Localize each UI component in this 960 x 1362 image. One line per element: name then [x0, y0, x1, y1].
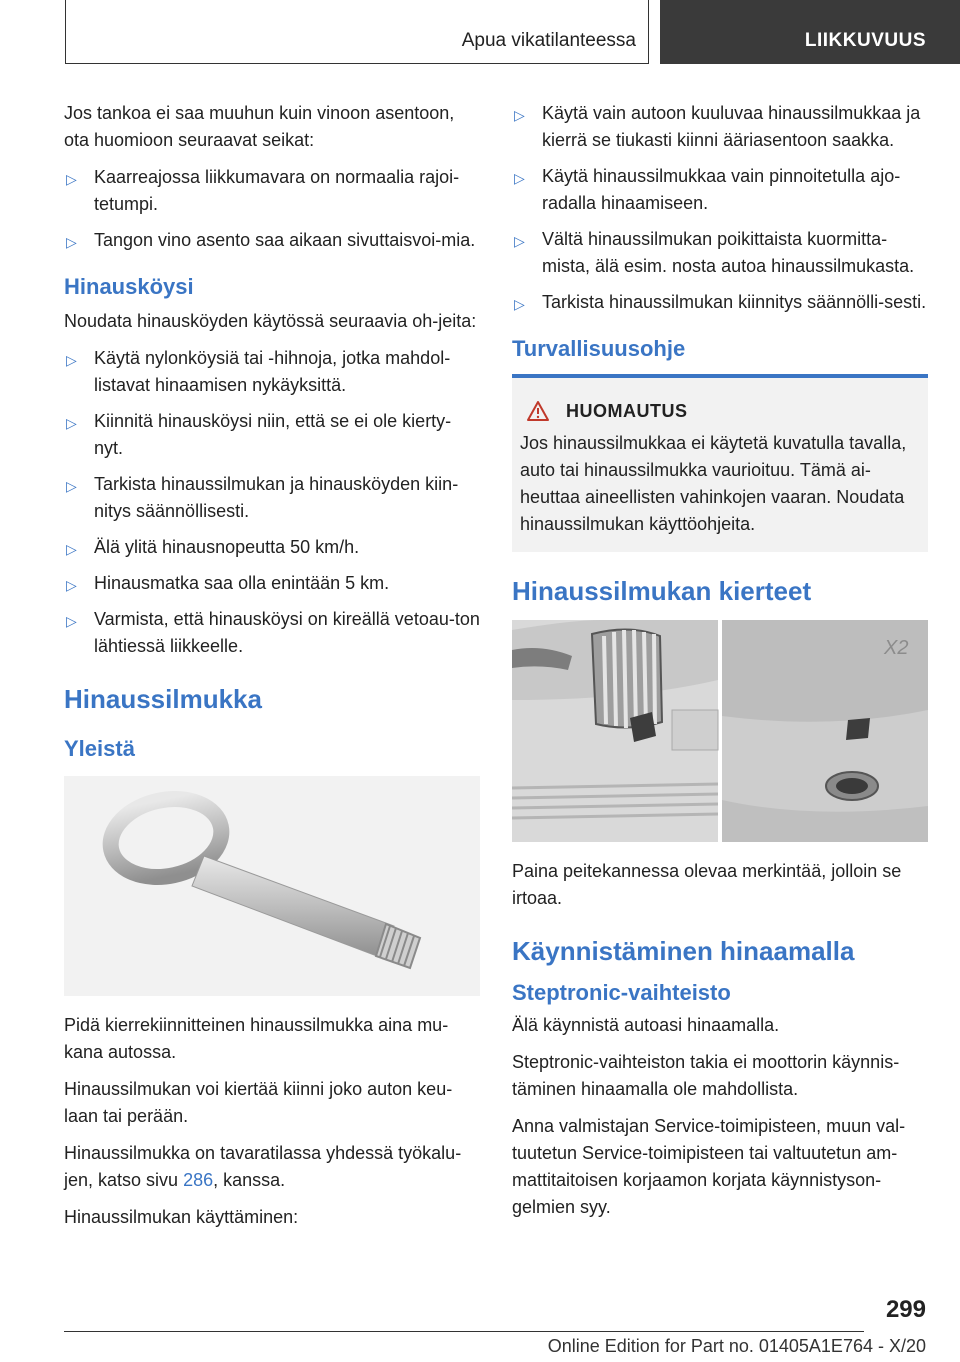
left-column — [64, 100, 480, 1241]
steptronic-p1: Älä käynnistä autoasi hinaamalla. — [512, 1015, 780, 1035]
list-item: ▷ Tarkista hinaussilmukan ja hinausköyden kiin-nitys säännöllisesti. — [66, 474, 459, 521]
threads-heading: Hinaussilmukan kierteet — [512, 576, 812, 606]
bumper-covers-image — [512, 620, 928, 842]
tow-eye-heading: Hinaussilmukka — [64, 684, 262, 714]
list-item: ▷ Tangon vino asento saa aikaan sivuttaisvoi-mia. — [64, 227, 480, 254]
location-paragraph: Hinaussilmukka on tavaratilassa yhdessä työkalu-jen, katso sivu 286, kanssa. — [64, 1143, 462, 1190]
list-item: ▷ Älä ylitä hinausnopeutta 50 km/h. — [64, 534, 480, 561]
header-rule-left — [65, 0, 66, 64]
tow-eye-illustration — [64, 776, 480, 996]
triangle-bullet-icon: ▷ — [66, 234, 77, 250]
right-column — [512, 100, 928, 1231]
rope-heading: Hinausköysi — [64, 274, 194, 299]
rope-bullet-list — [64, 345, 480, 660]
triangle-bullet-icon: ▷ — [514, 233, 525, 249]
triangle-bullet-icon: ▷ — [66, 478, 77, 494]
list-item: ▷ Käytä nylonköysiä tai -hihnoja, jotka mahdol-listavat hinaamisen nykäyksittä. — [66, 348, 451, 395]
threads-paragraph: Paina peitekannessa olevaa merkintää, jolloin se irtoaa. — [512, 861, 902, 908]
list-item: ▷ Vältä hinaussilmukan poikittaista kuormitta-mista, älä esim. nosta autoa hinaussilmukasta. — [514, 229, 915, 276]
list-item: ▷ Kiinnitä hinausköysi niin, että se ei ole kierty-nyt. — [66, 411, 452, 458]
tow-start-heading: Käynnistäminen hinaamalla — [512, 936, 855, 966]
header-chapter-tab: LIIKKUVUUS — [660, 0, 960, 64]
warning-triangle-icon — [526, 400, 550, 422]
intro-bullet-list — [64, 164, 480, 254]
bumper-covers-illustration — [512, 620, 928, 842]
rope-intro: Noudata hinausköyden käytössä seuraavia oh-jeita: — [64, 311, 477, 331]
list-item: ▷ Kaarreajossa liikkumavara on normaalia rajoi-tetumpi. — [66, 167, 460, 214]
warning-title: HUOMAUTUS — [520, 400, 920, 422]
footer-edition: Online Edition for Part no. 01405A1E764 - X/20 — [547, 1336, 926, 1356]
list-item: ▷ Varmista, että hinausköysi on kireällä vetoau-ton lähtiessä liikkeelle. — [66, 609, 480, 656]
list-item: ▷ Tarkista hinaussilmukan kiinnitys säännölli-sesti. — [512, 289, 928, 316]
general-heading: Yleistä — [64, 736, 135, 761]
list-item: ▷ Käytä vain autoon kuuluvaa hinaussilmukkaa ja kierrä se tiukasti kiinni ääriasentoon saakka. — [514, 103, 921, 150]
triangle-bullet-icon: ▷ — [66, 352, 77, 368]
tow-eye-image — [64, 776, 480, 996]
triangle-bullet-icon: ▷ — [66, 541, 77, 557]
intro-paragraph: Jos tankoa ei saa muuhun kuin vinoon asentoon, ota huomioon seuraavat seikat: — [64, 103, 455, 150]
triangle-bullet-icon: ▷ — [66, 171, 77, 187]
header-section-title: Apua vikatilanteessa — [461, 30, 636, 51]
warning-text: Jos hinaussilmukkaa ei käytetä kuvatulla tavalla, auto tai hinaussilmukka vaurioituu. Tämä ai-heuttaa aineellisten vahinkojen vaaran. Noudata hinaussilmukan käyttöohjeita. — [520, 433, 907, 534]
header-rule-bottom — [65, 63, 649, 64]
usage-intro: Hinaussilmukan käyttäminen: — [64, 1207, 299, 1227]
triangle-bullet-icon: ▷ — [514, 107, 525, 123]
page-link[interactable]: 286 — [183, 1170, 214, 1190]
triangle-bullet-icon: ▷ — [66, 577, 77, 593]
carry-paragraph: Pidä kierrekiinnitteinen hinaussilmukka aina mu-kana autossa. — [64, 1015, 449, 1062]
triangle-bullet-icon: ▷ — [514, 170, 525, 186]
list-item: ▷ Käytä hinaussilmukkaa vain pinnoitetulla ajo-radalla hinaamiseen. — [514, 166, 901, 213]
triangle-bullet-icon: ▷ — [66, 415, 77, 431]
warning-box — [512, 374, 928, 552]
page-number: 299 — [885, 1296, 926, 1323]
header-rule-right — [648, 0, 649, 64]
steptronic-p2: Steptronic-vaihteiston takia ei moottorin käynnis-täminen hinaamalla ole mahdollista. — [512, 1052, 900, 1099]
steptronic-heading: Steptronic-vaihteisto — [512, 980, 731, 1005]
list-item: ▷ Hinausmatka saa olla enintään 5 km. — [64, 570, 480, 597]
triangle-bullet-icon: ▷ — [514, 296, 525, 312]
usage-bullet-list — [512, 100, 928, 316]
triangle-bullet-icon: ▷ — [66, 613, 77, 629]
badge-text: X2 — [884, 637, 909, 659]
footer-rule — [64, 1331, 864, 1332]
steptronic-p3: Anna valmistajan Service-toimipisteen, muun val-tuutetun Service-toimipisteen tai valtuutetun am-mattitaitoisen korjaamon korjata käynnistyson-gelmien syy. — [512, 1116, 906, 1217]
mount-paragraph: Hinaussilmukan voi kiertää kiinni joko auton keu-laan tai perään. — [64, 1079, 453, 1126]
safety-heading: Turvallisuusohje — [512, 336, 686, 361]
